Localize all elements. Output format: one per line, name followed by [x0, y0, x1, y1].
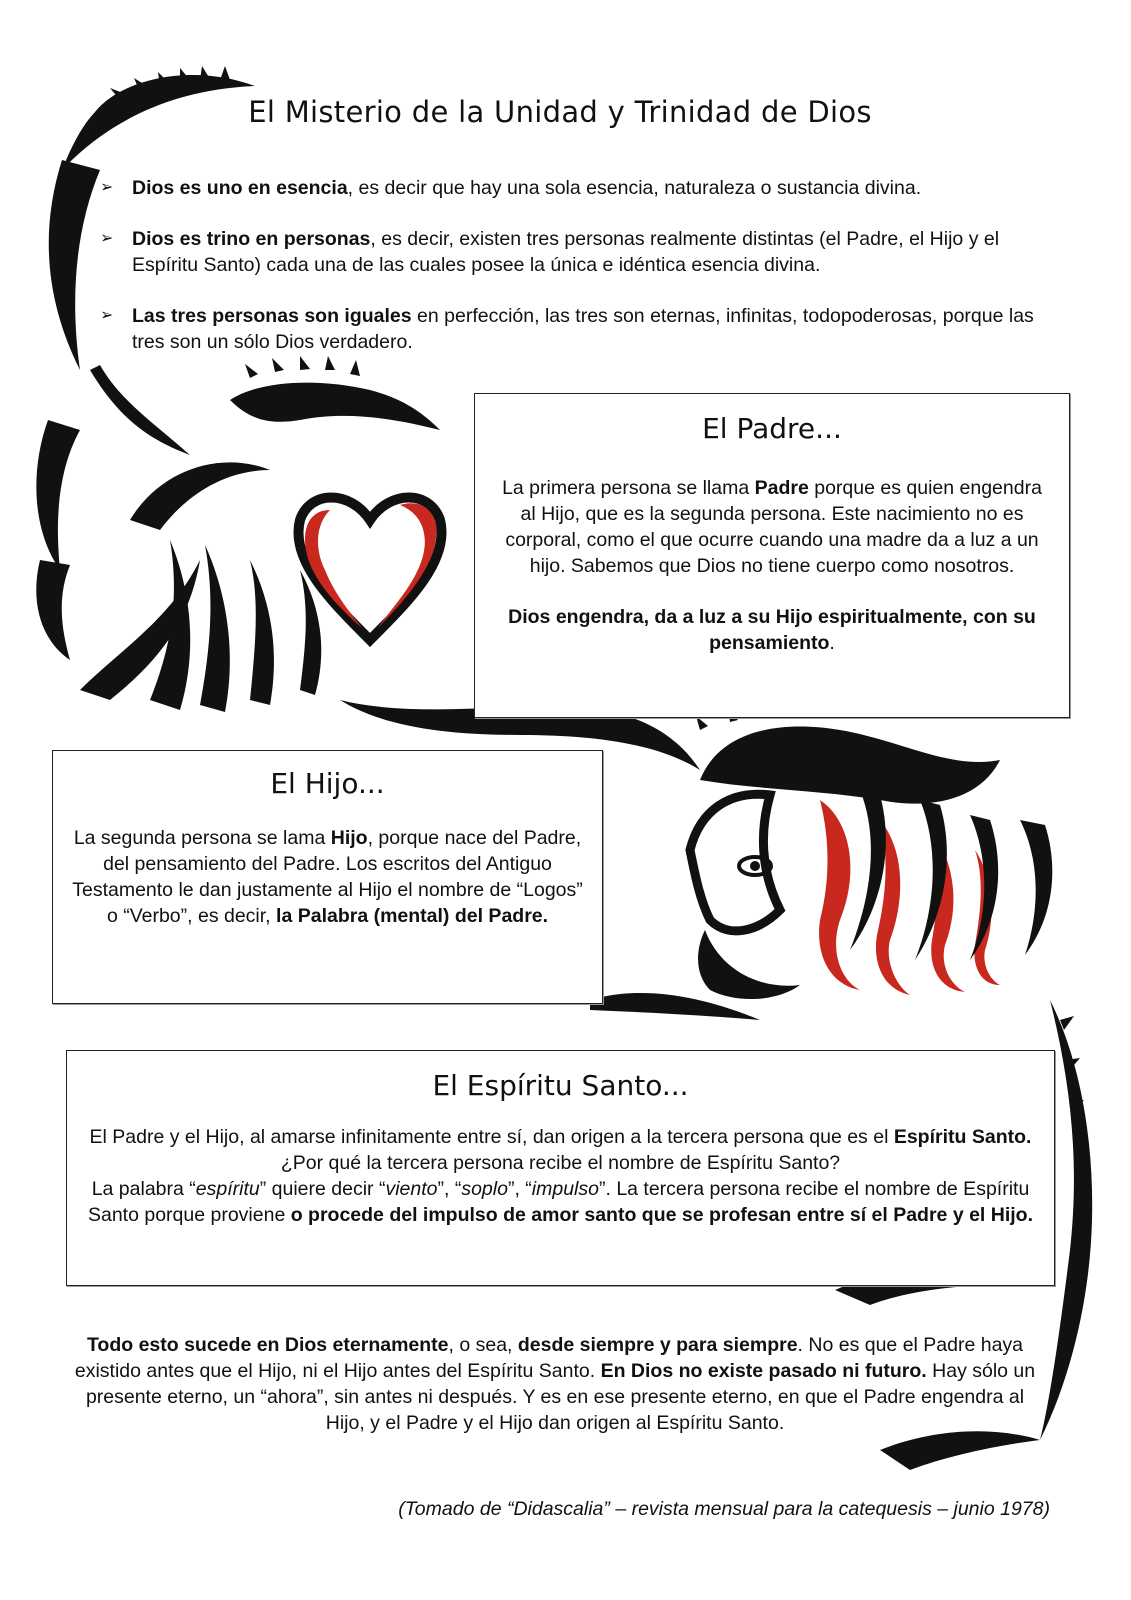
closing-bold: Todo esto sucede en Dios eternamente	[86, 1334, 449, 1356]
espiritu-italic: soplo	[461, 1178, 508, 1200]
padre-bold: Dios engendra, da a luz a su Hijo espiritualmente, con su pensamiento	[508, 606, 1036, 654]
espiritu-heading: El Espíritu Santo...	[432, 1069, 689, 1102]
espiritu-italic: espíritu	[195, 1178, 260, 1200]
hijo-text: , porque nace del Padre, del pensamiento del Padre. Los escritos del Antiguo Testamento le dan justamente al Hijo el nombre de “Logos” o “Verbo”, es decir,	[72, 827, 583, 927]
espiritu-text: La palabra “	[91, 1178, 196, 1200]
source-citation: (Tomado de “Didascalia” – revista mensual para la catequesis – junio 1978)	[398, 1498, 1050, 1520]
espiritu-italic: viento	[385, 1178, 438, 1200]
padre-conclusion	[475, 604, 1069, 656]
hijo-bold: la Palabra (mental) del Padre.	[276, 905, 549, 927]
padre-text: porque es quien engendra al Hijo, que es la segunda persona. Este nacimiento no es corporal, como el que ocurre cuando una madre da a luz a un hijo. Sabemos que Dios no tiene cuerpo como nosotros.	[505, 477, 1042, 577]
arrow-bullet-icon: ➢	[100, 179, 114, 196]
padre-paragraph	[475, 475, 1069, 579]
espiritu-bold: o procede del impulso de amor santo que se profesan entre sí el Padre y el Hijo.	[290, 1204, 1034, 1226]
bullet-text: , es decir que hay una sola esencia, naturaleza o sustancia divina.	[347, 177, 922, 199]
espiritu-text: ”. La tercera persona recibe el nombre de Espíritu Santo porque proviene	[87, 1178, 1030, 1226]
closing-bold: En Dios no existe pasado ni futuro.	[600, 1360, 927, 1382]
bullet-bold: Dios es trino en personas	[132, 228, 371, 250]
closing-text: Hay sólo un presente eterno, un “ahora”, sin antes ni después. Y es en ese presente eterno, en que el Padre engendra al Hijo, y el Padre y el Hijo dan origen al Espíritu Santo.	[85, 1360, 1036, 1434]
bullet-list	[100, 175, 1060, 380]
hijo-text: La segunda persona se lama	[73, 827, 331, 849]
padre-bold: Padre	[754, 477, 809, 499]
bullet-bold: Las tres personas son iguales	[132, 305, 412, 327]
page-title: El Misterio de la Unidad y Trinidad de Dios	[248, 95, 872, 129]
espiritu-bold: Espíritu Santo.	[893, 1126, 1032, 1148]
closing-text: . No es que el Padre haya existido antes que el Hijo, ni el Hijo antes del Espíritu Santo.	[74, 1334, 1024, 1382]
espiritu-text: ” quiere decir “	[259, 1178, 386, 1200]
espiritu-paragraph	[67, 1124, 1054, 1228]
padre-text: La primera persona se llama	[502, 477, 755, 499]
bullet-bold: Dios es uno en esencia	[132, 177, 348, 199]
hijo-paragraph	[53, 825, 602, 929]
bullet-text: , es decir, existen tres personas realmente distintas (el Padre, el Hijo y el Espíritu Santo) cada una de las cuales posee la única e idéntica esencia divina.	[132, 228, 1000, 276]
padre-box	[474, 393, 1070, 718]
hijo-heading: El Hijo...	[270, 767, 385, 800]
closing-paragraph	[70, 1332, 1040, 1436]
espiritu-text: ”, “	[437, 1178, 462, 1200]
closing-text: , o sea,	[448, 1334, 518, 1356]
espiritu-italic: impulso	[531, 1178, 599, 1200]
bullet-text: en perfección, las tres son eternas, infinitas, todopoderosas, porque las tres son un sólo Dios verdadero.	[132, 305, 1034, 353]
arrow-bullet-icon: ➢	[100, 230, 114, 247]
padre-heading: El Padre...	[702, 412, 842, 445]
hijo-bold: Hijo	[330, 827, 368, 849]
bullet-item	[100, 303, 1060, 355]
bullet-item	[100, 226, 1060, 278]
arrow-bullet-icon: ➢	[100, 307, 114, 324]
padre-text: .	[829, 632, 835, 654]
espiritu-text: El Padre y el Hijo, al amarse infinitamente entre sí, dan origen a la tercera persona que es el	[89, 1126, 894, 1148]
espiritu-box	[66, 1050, 1055, 1286]
closing-bold: desde siempre y para siempre	[517, 1334, 798, 1356]
hijo-box	[52, 750, 603, 1004]
espiritu-text: ”, “	[507, 1178, 532, 1200]
espiritu-text: ¿Por qué la tercera persona recibe el nombre de Espíritu Santo?	[280, 1152, 841, 1174]
bullet-item	[100, 175, 1060, 201]
